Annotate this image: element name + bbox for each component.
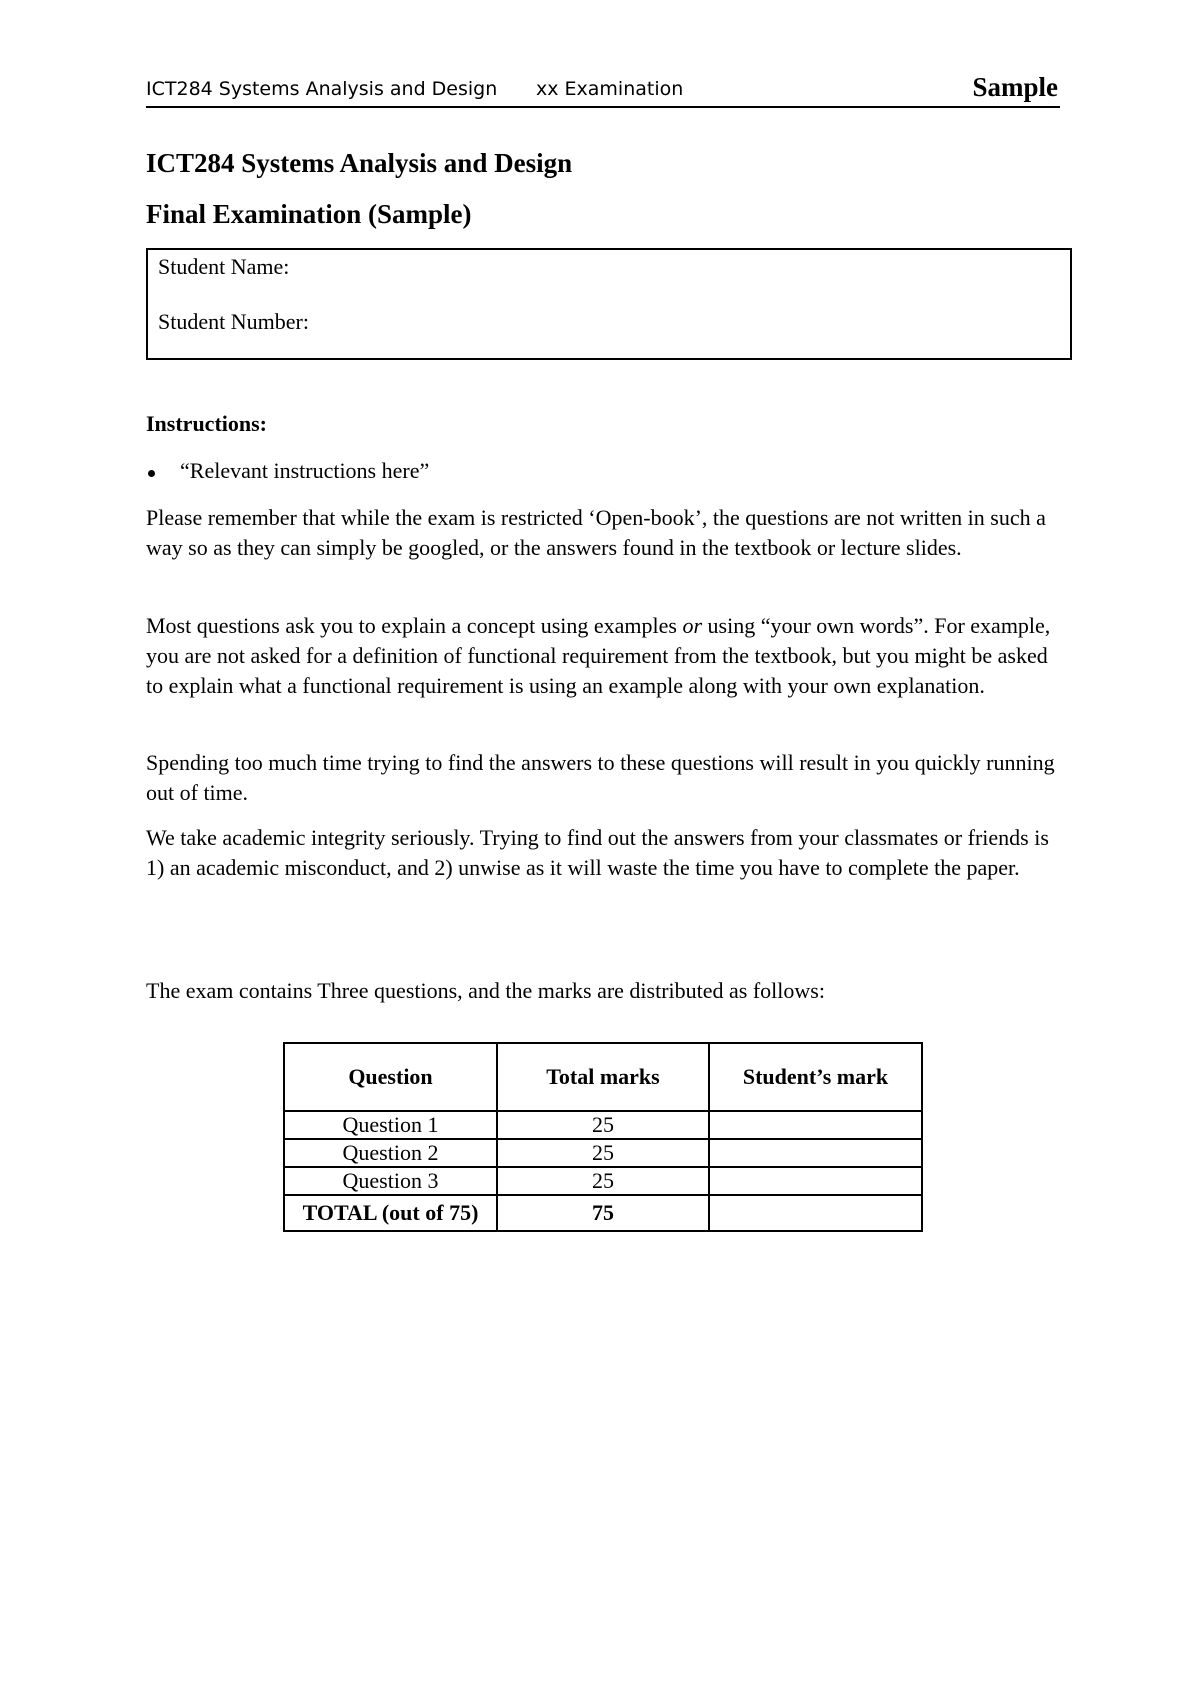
paragraph-own-words-part1: Most questions ask you to explain a concept using examples [146,613,683,638]
paragraph-open-book: Please remember that while the exam is restricted ‘Open-book’, the questions are not written in such a way so as they can simply be googled, or the answers found in the textbook or lecture slides. [146,505,1046,560]
total-marks-cell: 25 [497,1139,709,1167]
total-row [284,1195,922,1231]
header-exam-label: xx Examination [536,78,684,100]
student-mark-cell [709,1139,922,1167]
column-header-total-marks: Total marks [497,1043,709,1111]
total-marks-value-cell: 75 [497,1195,709,1231]
question-cell: Question 3 [284,1167,497,1195]
total-student-mark-cell [709,1195,922,1231]
paragraph-time: Spending too much time trying to find the answers to these questions will result in you quickly running out of time. [146,750,1055,805]
marks-intro-text: The exam contains Three questions, and the marks are distributed as follows: [146,978,825,1003]
paragraph-own-words [146,611,1066,701]
page-header [146,74,1060,108]
question-cell: Question 2 [284,1139,497,1167]
paragraph-own-words-emphasis: or [682,613,703,638]
table-row [284,1111,922,1139]
column-header-question: Question [284,1043,497,1111]
total-label-cell: TOTAL (out of 75) [284,1195,497,1231]
bullet-text: “Relevant instructions here” [180,458,430,483]
header-sample-tag: Sample [972,72,1058,102]
marks-table-header-row [284,1043,922,1111]
bullet-dot-icon [148,470,155,477]
paragraph-own-words-part2: using “your own words”. For example, you are not asked for a definition of functional requirement from the textbook, but you might be asked to explain what a functional requirement is using an example along with your own explanation. [146,613,1051,698]
document-title: ICT284 Systems Analysis and Design [146,148,573,178]
table-row [284,1167,922,1195]
total-marks-cell: 25 [497,1111,709,1139]
total-marks-cell: 25 [497,1167,709,1195]
paragraph-integrity: We take academic integrity seriously. Trying to find out the answers from your classmates or friends is 1) an academic misconduct, and 2) unwise as it will waste the time you have to complete the paper. [146,825,1049,880]
student-mark-cell [709,1111,922,1139]
instructions-heading: Instructions: [146,411,268,436]
header-course-title: ICT284 Systems Analysis and Design [146,78,498,100]
marks-table [283,1042,923,1232]
column-header-student-mark: Student’s mark [709,1043,922,1111]
student-name-label: Student Name: [158,254,290,279]
question-cell: Question 1 [284,1111,497,1139]
student-number-label: Student Number: [158,309,309,334]
document-subtitle: Final Examination (Sample) [146,199,472,229]
student-mark-cell [709,1167,922,1195]
student-details-box [146,248,1072,360]
table-row [284,1139,922,1167]
